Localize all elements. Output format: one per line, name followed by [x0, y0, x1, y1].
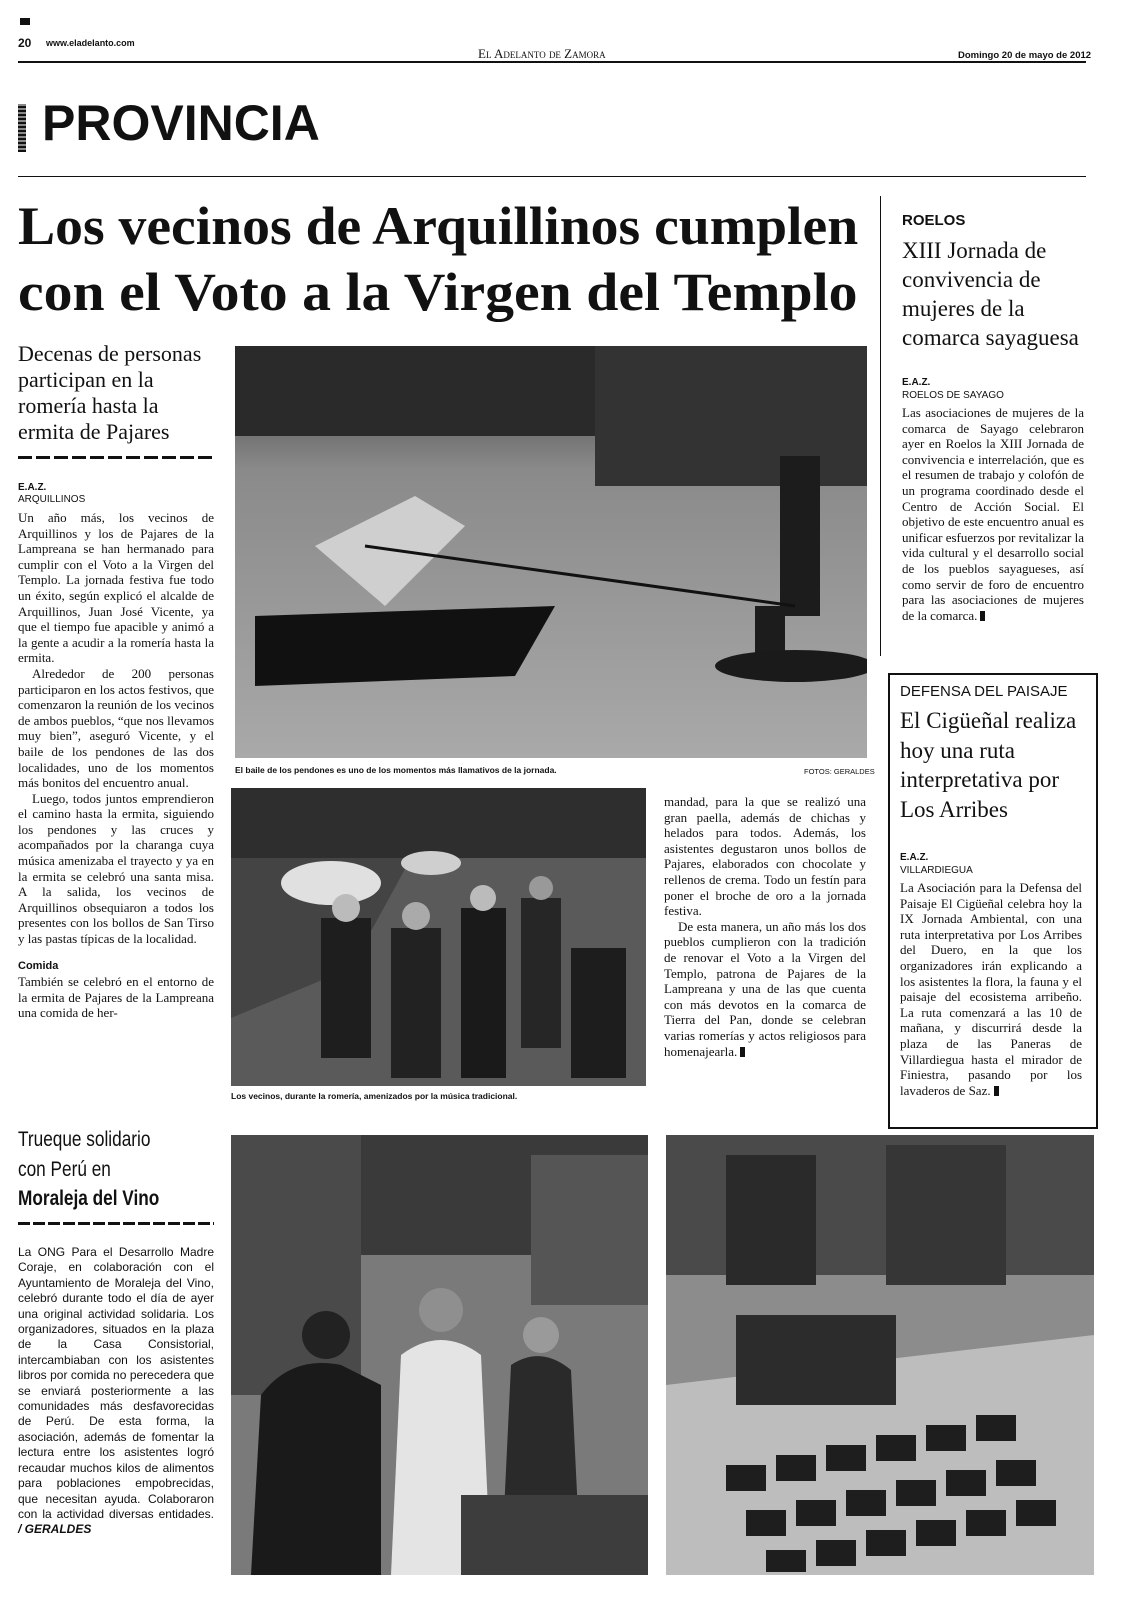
subhead-rule — [18, 456, 214, 459]
bottom-headline-rule — [18, 1222, 214, 1225]
photo-trueque-books — [666, 1135, 1094, 1575]
main-col3-text — [664, 794, 866, 1059]
main-headline-line1: Los vecinos de Arquillinos cumplen — [18, 196, 859, 256]
main-byline-place: ARQUILLINOS — [18, 494, 86, 505]
section-rule — [18, 176, 1086, 177]
end-mark-icon — [994, 1086, 999, 1096]
roelos-byline-author: E.A.Z. — [902, 377, 931, 388]
website: www.eladelanto.com — [46, 38, 135, 48]
main-paragraph-3: Luego, todos juntos emprendieron el camino hasta la ermita, siguiendo los pendones y las cruces y acompañados por la charanga cuya música amenizaba el trayecto y ya en la ermita se celebró una santa misa. A la salida, los vecinos de Arquillinos obsequiaron a todos los presentes con los bollos de San Tirso y las pastas típicas de la localidad. — [18, 790, 214, 947]
page-number: 20 — [18, 36, 32, 50]
main-headline-line2: con el Voto a la Virgen del Templo — [18, 262, 858, 322]
bottom-headline-line1: Trueque solidario — [18, 1128, 151, 1151]
main-paragraph-6-text: De esta manera, un año más los dos pueblos cumplieron con la tradición de renovar el Voto a la Virgen del Templo, patrona de Pajares de la Lampreana y una de las que cuenta con más devotos en la comarca de Tierra del Pan, donde se celebran varias romerías y actos religiosos para homenajearla. — [664, 918, 866, 1059]
main-paragraph-4: También se celebró en el entorno de la ermita de Pajares de la Lampreana una comida de her- — [18, 974, 214, 1021]
photo-trueque-people — [231, 1135, 648, 1575]
section-bar — [18, 104, 26, 152]
bottom-body — [18, 1245, 214, 1538]
roelos-kicker: ROELOS — [902, 212, 966, 229]
main-paragraph-1: Un año más, los vecinos de Arquillinos y los de Pajares de la Lampreana se han hermanado para cumplir con el Voto a la Virgen del Templo. La jornada festiva fue todo un éxito, según explicó el alcalde de Arquillinos, Juan José Vicente, ya que el tiempo fue apacible y animó a la gente a acudir a la romería hasta la ermita. — [18, 510, 214, 666]
paisaje-paragraph — [900, 880, 1082, 1098]
paisaje-byline-place: VILLARDIEGUA — [900, 865, 973, 876]
roelos-body-text: Las asociaciones de mujeres de la comarca de Sayago celebraron ayer en Roelos la XIII Jornada de convivencia e interrelación, que es el resumen de trabajo y colofón de un programa coordinado desde el Centro de Acción Social. El objetivo de este encuentro anual es unificar esfuerzos por revitalizar la vida cultural y el desarrollo social de los pueblos sayagueses, así como servir de foro de encuentro para las asociaciones de mujeres de la comarca. — [902, 405, 1084, 623]
roelos-body — [902, 405, 1084, 623]
photo-romeria — [231, 788, 646, 1086]
roelos-byline-place: ROELOS DE SAYAGO — [902, 390, 1004, 401]
photo-trueque-people-image — [231, 1135, 648, 1575]
photo1-caption: El baile de los pendones es uno de los momentos más llamativos de la jornada. — [235, 765, 557, 775]
paisaje-body — [900, 880, 1082, 1098]
main-subhead: Decenas de personas participan en la romería hasta la ermita de Pajares — [18, 341, 202, 444]
paisaje-byline-author: E.A.Z. — [900, 852, 929, 863]
end-mark-icon — [980, 611, 985, 621]
main-subheading: Comida — [18, 959, 59, 972]
main-byline-author: E.A.Z. — [18, 482, 47, 493]
header-rule — [18, 61, 1086, 63]
bottom-body-text: La ONG Para el Desarrollo Madre Coraje, en colaboración con el Ayuntamiento de Moraleja del Vino, celebró durante todo el día de ayer una original actividad solidaria. Los organizadores, situados en la plaza de la Casa Consistorial, intercambiaban con los asistentes libros por comida no perecedera que se enviará posteriormente a las comunidades más desfavorecidas de Perú. De esta forma, la asociación, además de fomentar la lectura entre los asistentes logró recaudar muchos kilos de alimentos para poblaciones empobrecidas, que necesitan ayuda. Colaboraron con la actividad diversas entidades. — [18, 1245, 214, 1521]
masthead: El Adelanto de Zamora — [478, 46, 606, 61]
header-marker — [20, 18, 30, 25]
main-paragraph-5: mandad, para la que se realizó una gran paella, además de chichas y helados para todos. Además, los asistentes degustaron unos bollos de Pajares, elaborados con chocolate y rellenos de crema. Todo un festín para poner el broche de oro a la jornada festiva. — [664, 794, 866, 919]
photo-romeria-image — [231, 788, 646, 1086]
photo-pendones — [235, 346, 867, 758]
column-divider — [880, 196, 881, 656]
photo2-caption: Los vecinos, durante la romería, amenizados por la música tradicional. — [231, 1091, 518, 1101]
section-title: PROVINCIA — [42, 95, 320, 151]
main-paragraph-6 — [664, 919, 866, 1059]
roelos-paragraph — [902, 405, 1084, 623]
paisaje-body-text: La Asociación para la Defensa del Paisaje El Cigüeñal celebra hoy la IX Jornada Ambiental, con una ruta interpretativa por Los Arribes del Duero, en la que los organizadores irán explicando a los asistentes la flora, la fauna y el paisaje del ecosistema arribeño. La ruta comenzará a las 10 de mañana, y discurrirá desde la plaza de las Paneras de Villardiegua hasta el mirador de Finiestra, pasando por los lavaderos de Saz. — [900, 880, 1082, 1098]
photo-pendones-image — [235, 346, 867, 758]
bottom-headline-line3: Moraleja del Vino — [18, 1187, 160, 1210]
issue-date: Domingo 20 de mayo de 2012 — [958, 50, 1092, 61]
roelos-headline: XIII Jornada de convivencia de mujeres de la comarca sayaguesa — [902, 238, 1079, 350]
photo-trueque-books-image — [666, 1135, 1094, 1575]
main-paragraph-2: Alrededor de 200 personas participaron en los actos festivos, que comenzaron la reunión de los vecinos de ambos pueblos, “que nos llevamos muy bien”, aseguró Vicente, y el baile de los pendones de las dos localidades, uno de los momentos más bonitos del encuentro anual. — [18, 665, 215, 791]
paisaje-kicker: DEFENSA DEL PAISAJE — [900, 683, 1068, 700]
photo-credit: FOTOS: GERALDES — [804, 767, 875, 776]
main-col1-text — [18, 510, 214, 1021]
bottom-headline-line2: con Perú en — [18, 1158, 111, 1181]
bottom-credit: / GERALDES — [18, 1522, 92, 1537]
end-mark-icon — [740, 1047, 745, 1057]
paisaje-headline: El Cigüeñal realiza hoy una ruta interpretativa por Los Arribes — [900, 708, 1077, 822]
